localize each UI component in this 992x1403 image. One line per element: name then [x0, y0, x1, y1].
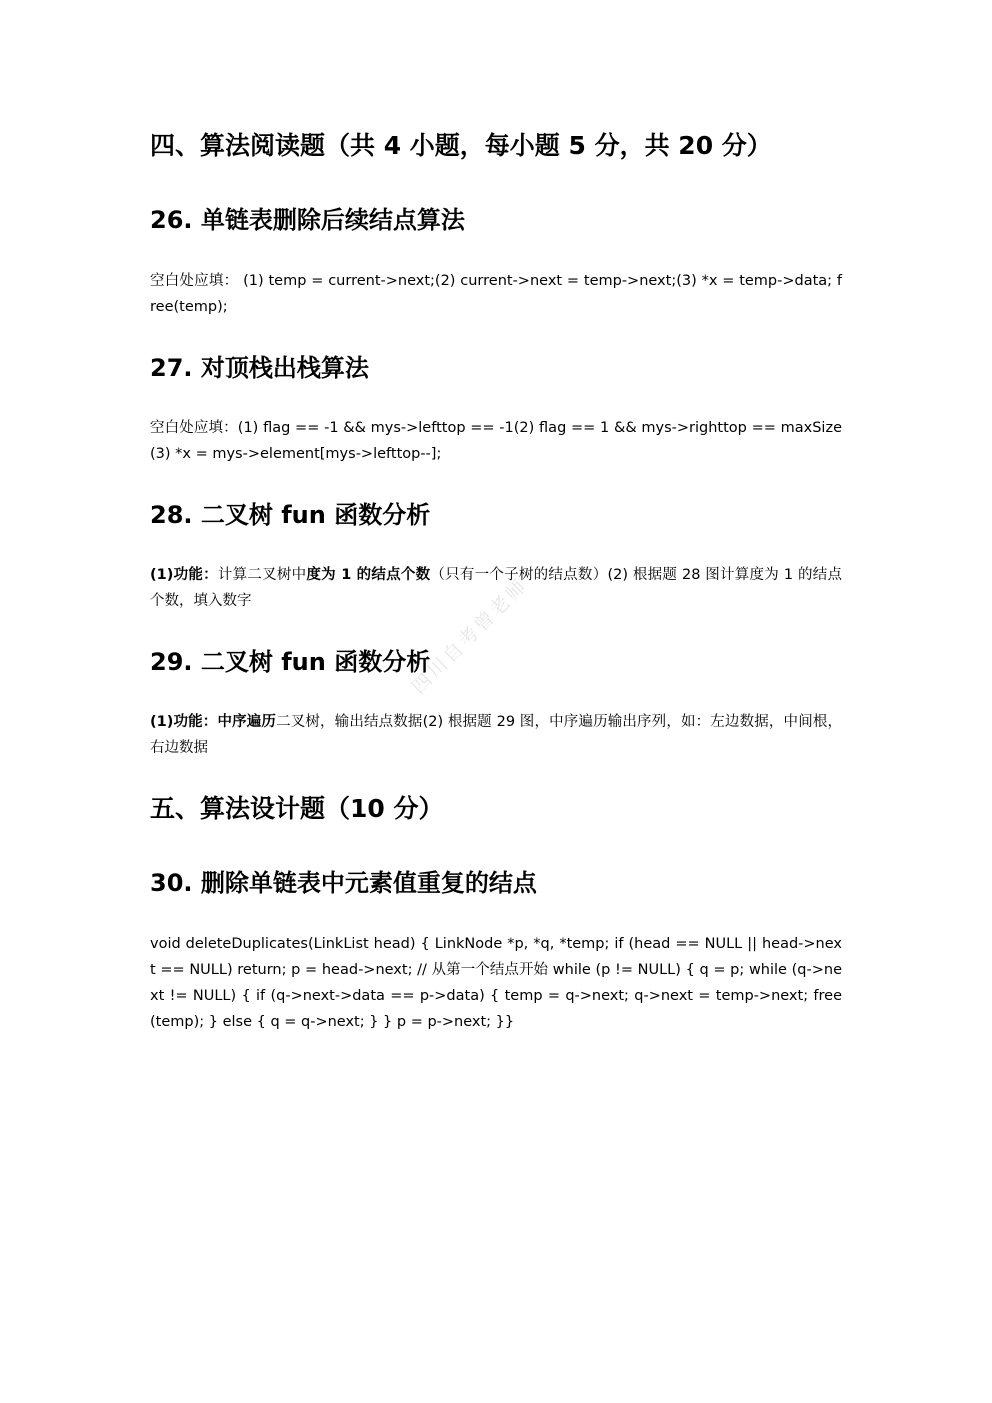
answer-text: 计算二叉树中 [217, 567, 307, 583]
watermark: 四川自考曾老师 [407, 573, 533, 699]
question-27-answer: 空白处应填：(1) flag == -1 && mys->lefttop == -1(2) flag == 1 && mys->righttop == maxSize(3) *x = mys->element[mys->lefttop--]; [150, 420, 842, 462]
question-28-answer [150, 562, 842, 614]
question-30-code: void deleteDuplicates(LinkList head) { LinkNode *p, *q, *temp; if (head == NULL || head->next == NULL) return; p = head->next; // 从第一个结点开始 while (p != NULL) { q = p; while (q->next != NULL) { if (q->next->data == p->data) { temp = q->next; q->next = temp->next; free(temp); } else { q = q->next; } } p = p->next; }} [150, 936, 842, 1030]
question-28-title: 28. 二叉树 fun 函数分析 [150, 501, 431, 529]
question-27-title: 27. 对顶栈出栈算法 [150, 354, 369, 382]
question-26-answer: 空白处应填： (1) temp = current->next;(2) current->next = temp->next;(3) *x = temp->data; free(temp); [150, 273, 842, 315]
question-30-title: 30. 删除单链表中元素值重复的结点 [150, 869, 537, 897]
question-26-title: 26. 单链表删除后续结点算法 [150, 206, 465, 234]
answer-label: (1)功能： [150, 567, 218, 583]
answer-emphasis: 度为 1 的结点个数 [306, 567, 431, 583]
answer-label: (1)功能： [150, 714, 218, 730]
answer-text: （只有一个子树的结点数）(2) 根据题 28 图计算度为 1 的结点个数，填入数字 [150, 567, 843, 609]
question-29-answer [150, 709, 842, 761]
answer-text: 二叉树，输出结点数据(2) 根据题 29 图，中序遍历输出序列，如：左边数据，中间根，右边数据 [150, 714, 842, 756]
answer-emphasis: 中序遍历 [217, 714, 277, 730]
section-5-heading: 五、算法设计题（10 分） [150, 794, 444, 823]
question-29-title: 29. 二叉树 fun 函数分析 [150, 648, 431, 676]
section-4-heading: 四、算法阅读题（共 4 小题，每小题 5 分，共 20 分） [150, 131, 772, 160]
